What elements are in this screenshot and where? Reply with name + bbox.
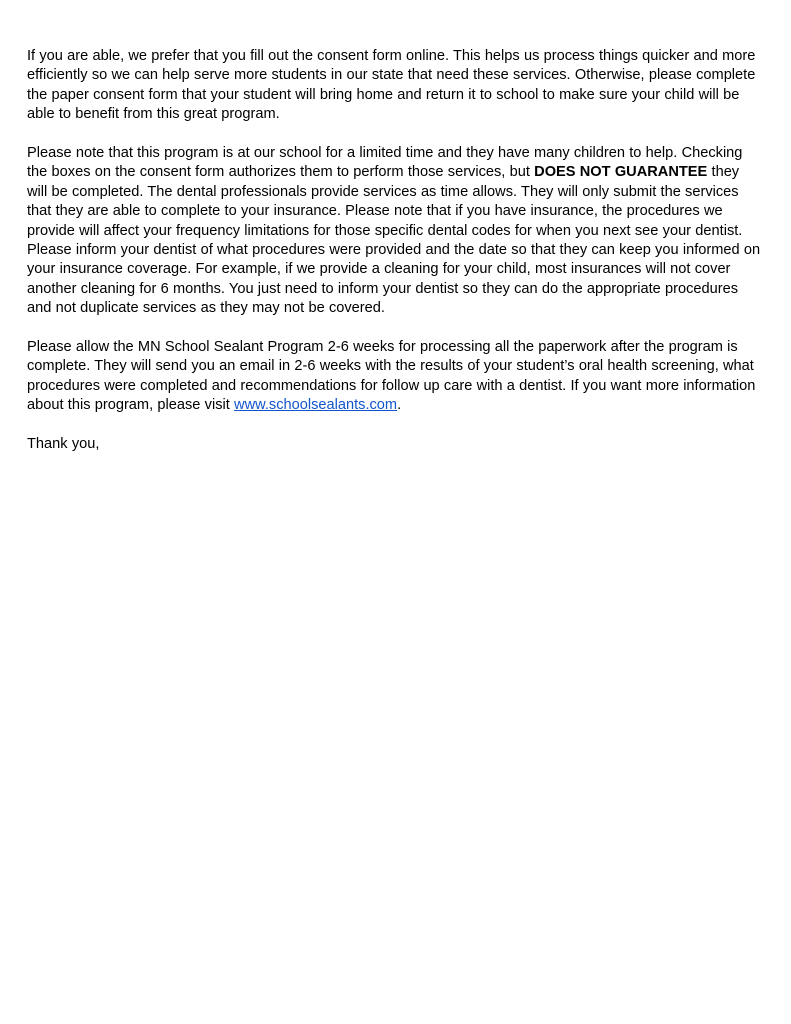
paragraph-processing-time xyxy=(27,338,763,416)
paragraph-text: . xyxy=(397,397,402,414)
schoolsealants-link[interactable]: www.schoolsealants.com xyxy=(234,397,398,414)
paragraph-text: they will be completed. The dental professionals provide services as time allows. They will only submit the services that they are able to complete to your insurance. Please note that if you have insurance, the procedures we provide will affect your frequency limitations for those specific dental codes for when you next see your dentist. Please inform your dentist of what procedures were provided and the date so that they can keep you informed on your insurance coverage. For example, if we provide a cleaning for your child, most insurances will not cover another cleaning for 6 months. You just need to inform your dentist so they can do the appropriate procedures and not duplicate services as they may not be covered. xyxy=(27,164,761,317)
paragraph-online-consent xyxy=(27,47,763,125)
paragraph-limited-time xyxy=(27,144,763,319)
paragraph-text: If you are able, we prefer that you fill out the consent form online. This helps us process things quicker and more efficiently so we can help serve more students in our state that need these services. Otherwise, please complete the paper consent form that your student will bring home and return it to school to make sure your child will be able to benefit from this great program. xyxy=(27,48,756,123)
paragraph-text: Please note that this program is at our school for a limited time and they have many children to help. Checking the boxes on the consent form authorizes them to perform those services, but xyxy=(27,145,743,181)
closing-text xyxy=(27,435,763,454)
paragraph-text: Please allow the MN School Sealant Program 2-6 weeks for processing all the paperwork after the program is complete. They will send you an email in 2-6 weeks with the results of your student’s oral health screening, what procedures were completed and recommendations for follow up care with a dentist. If you want more information about this program, please visit xyxy=(27,339,756,414)
bold-text-does-not-guarantee: DOES NOT GUARANTEE xyxy=(534,164,708,181)
paragraph-text: Thank you, xyxy=(27,436,100,453)
